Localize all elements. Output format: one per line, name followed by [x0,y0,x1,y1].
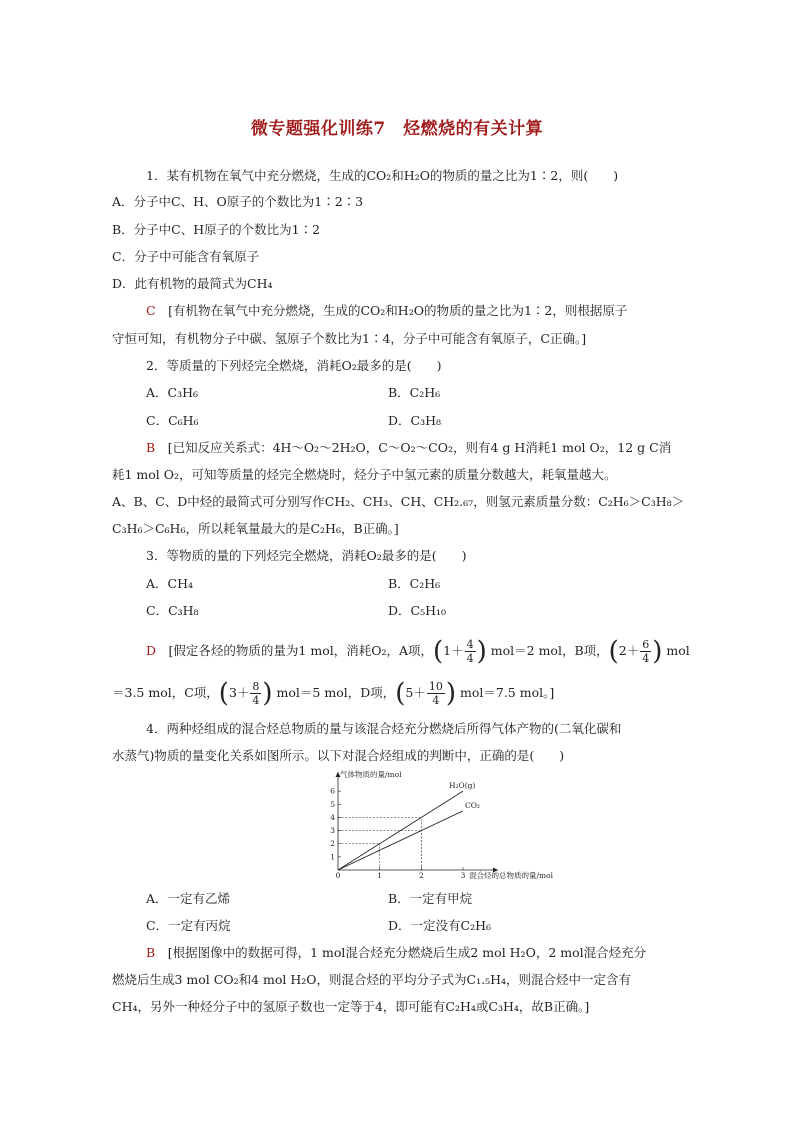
q4-stem-line1: 4．两种烃组成的混合烃总物质的量与该混合烃充分燃烧后所得气体产物的(二氧化碳和 [146,721,622,736]
q4-option-d: D．一定没有C₂H₆ [388,918,492,933]
y-tick-label: 2 [330,839,335,849]
q2-stem: 2．等质量的下列烃完全燃烧，消耗O₂最多的是( ) [146,358,442,373]
q1-option-c: C．分子中可能含有氧原子 [112,249,260,264]
y-tick-label: 3 [330,826,335,836]
series-line [338,811,463,870]
q3-stem: 3．等物质的量的下列烃完全燃烧，消耗O₂最多的是( ) [146,548,467,563]
y-tick-label: 1 [330,852,335,862]
q2-answer: B [146,440,156,455]
x-tick-label: 2 [418,871,424,880]
q2-option-a: A．C₃H₆ [146,385,199,400]
q4-chart [320,770,554,880]
series-label: H₂O(g) [449,781,476,791]
q2-explanation-line2: 耗1 mol O₂，可知等质量的烃完全燃烧时，烃分子中氢元素的质量分数越大，耗氧量越大。 [112,467,617,482]
q4-explanation-line3: CH₄，另外一种烃分子中的氢原子数也一定等于4，即可能有C₂H₄或C₃H₄，故B正确。] [112,999,590,1014]
q4-answer: B [146,945,156,960]
q3-answer: D [146,643,157,658]
series-label: CO₂ [465,800,480,810]
x-tick-label: 3 [460,871,466,880]
y-tick-label: 4 [330,812,335,822]
q3-option-a: A．CH₄ [146,576,194,591]
q1-option-d: D．此有机物的最简式为CH₄ [112,276,273,291]
q2-option-b: B．C₂H₆ [388,385,441,400]
q3-explanation-line2: ＝3.5 mol，C项，(3＋ $\frac{8}{4}$ ) mol＝5 mol，D项，(5＋ $\frac{10}{4}$ ) mol＝7.5 mol。] [112,678,555,709]
q1-option-a: A．分子中C、H、O原子的个数比为1∶2∶3 [112,194,364,209]
q3-explanation-line1: D [假定各烃的物质的量为1 mol，消耗O₂，A项，(1＋ $\frac{4}{4}$ ) mol＝2 mol，B项，(2＋ $\frac{6}{4}$ ) mol [146,636,690,667]
q2-option-c: C．C₆H₆ [146,413,199,428]
fraction: $\frac{8}{4}$ [252,680,260,707]
q4-stem-line2: 水蒸气)物质的量变化关系如图所示。以下对混合烃组成的判断中，正确的是( ) [112,748,565,763]
q2-explanation-line4: C₃H₆＞C₆H₆，所以耗氧量最大的是C₂H₆，B正确。] [112,521,399,536]
q1-explanation-line1: C [有机物在氧气中充分燃烧，生成的CO₂和H₂O的物质的量之比为1∶2，则根据原子 [146,303,628,318]
q4-option-b: B．一定有甲烷 [388,891,473,906]
q4-explanation-line1: B [根据图像中的数据可得，1 mol混合烃充分燃烧后生成2 mol H₂O，2 mol混合烃充分 [146,945,647,960]
x-tick-label: 0 [335,871,341,880]
q1-explanation-line2: 守恒可知，有机物分子中碳、氢原子个数比为1∶4，分子中可能含有氧原子，C正确。] [112,331,587,346]
q4-explanation-line2: 燃烧后生成3 mol CO₂和4 mol H₂O，则混合烃的平均分子式为C₁.₅H₄，则混合烃中一定含有 [112,972,632,987]
x-tick-label: 1 [377,871,383,880]
q1-answer: C [146,303,156,318]
q2-explanation-line3: A、B、C、D中烃的最简式可分别写作CH₂、CH₃、CH、CH₂.₆₇，则氢元素质量分数：C₂H₆＞C₃H₈＞ [112,494,685,509]
fraction: $\frac{6}{4}$ [642,638,650,665]
page-title: 微专题强化训练7 烃燃烧的有关计算 [250,119,544,139]
x-axis-label: 混合烃的总物质的量/mol [469,871,554,880]
y-tick-label: 5 [330,799,335,809]
fraction: $\frac{4}{4}$ [466,638,474,665]
q4-option-a: A．一定有乙烯 [146,891,231,906]
q3-option-b: B．C₂H₆ [388,576,441,591]
q2-explanation-line1: B [已知反应关系式：4H～O₂～2H₂O，C～O₂～CO₂，则有4 g H消耗1 mol O₂，12 g C消 [146,440,672,455]
q3-option-c: C．C₃H₈ [146,603,199,618]
fraction: $\frac{10}{4}$ [428,680,443,707]
q4-option-c: C．一定有丙烷 [146,918,231,933]
q3-option-d: D．C₅H₁₀ [388,603,447,618]
q1-option-b: B．分子中C、H原子的个数比为1∶2 [112,222,321,237]
y-tick-label: 6 [330,786,335,796]
y-axis-label: 气体物质的量/mol [340,770,402,779]
q2-option-d: D．C₃H₈ [388,413,442,428]
q1-stem: 1．某有机物在氧气中充分燃烧，生成的CO₂和H₂O的物质的量之比为1∶2，则( ) [146,168,619,183]
